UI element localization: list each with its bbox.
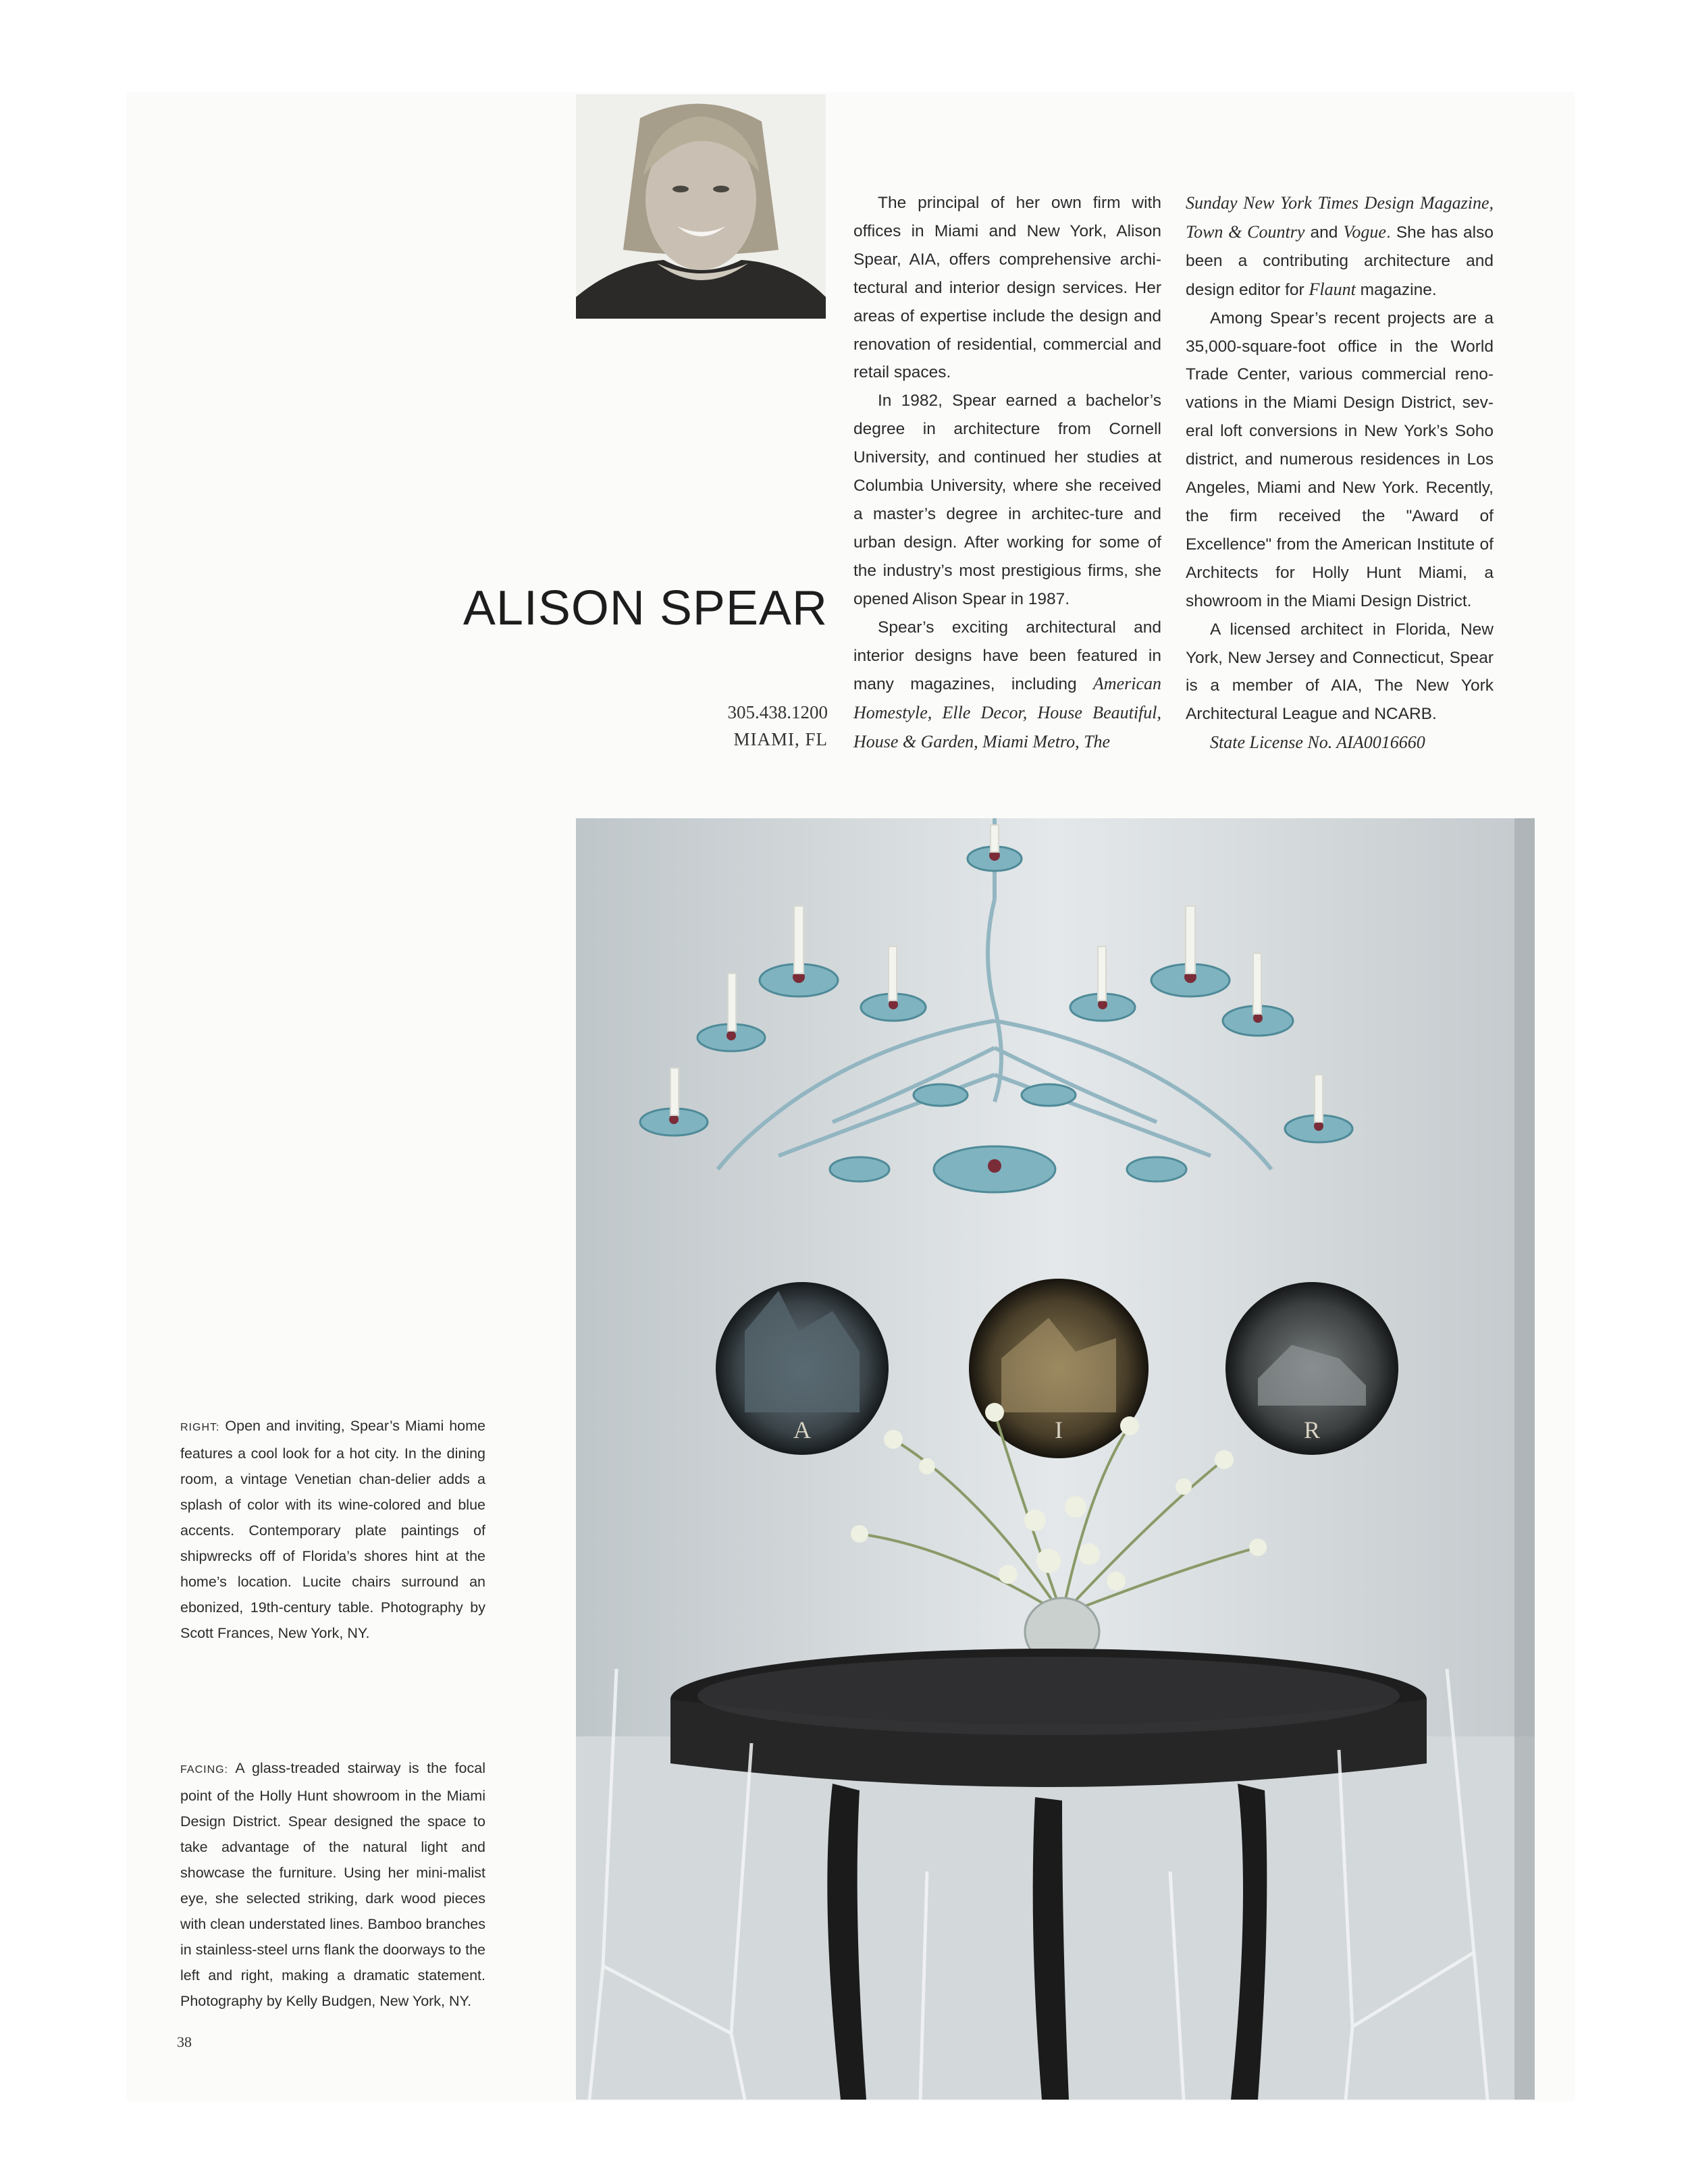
magazine-list: American Homestyle, Elle Decor, House Beautiful, House & Garden, Miami Metro, The xyxy=(853,674,1161,752)
paragraph-licenses: A licensed architect in Florida, New York, New Jersey and Connecticut, Spear is a member of AIA, The New York Architectural League and NCARB. xyxy=(1186,620,1494,724)
caption-facing-lead: FACING: xyxy=(180,1764,229,1776)
editor-text: . She has also been a contributing architecture and design editor for xyxy=(1186,223,1494,299)
paragraph-press xyxy=(853,614,1161,757)
plate-letter-a: A xyxy=(793,1416,811,1443)
magazine-list-continued: Sunday New York Times Design Magazine, Town & Country xyxy=(1186,193,1494,242)
license-text: State License No. AIA0016660 xyxy=(1210,733,1425,753)
dining-room-photo xyxy=(576,818,1535,2100)
plate-letter-r: R xyxy=(1303,1416,1321,1443)
caption-facing-text: A glass-treaded stairway is the focal point of the Holly Hunt showroom in the Miami Design District. Spear designed the space to take advantage of the natural light and showcase the furniture. Using her mini-malist eye, she selected striking, dark wood pieces with clean understated lines. Bamboo branches in stainless-steel urns flank the doorways to the left and right, making a dramatic statement. Photography by Kelly Budgen, New York, NY. xyxy=(180,1760,485,2009)
designer-name: ALISON SPEAR xyxy=(463,581,828,635)
city-state: MIAMI, FL xyxy=(733,729,828,749)
page-number: 38 xyxy=(177,2033,192,2050)
magazine-word: magazine. xyxy=(1355,280,1437,299)
license-number xyxy=(1186,728,1494,757)
caption-facing xyxy=(180,1755,485,2014)
contact-info xyxy=(608,699,828,753)
paragraph-education: In 1982, Spear earned a bachelor’s degree in architecture from Cornell University, and continued her studies at Columbia University, where she received a master’s degree in architec-ture and urban design. After working for some of the industry’s most prestigious firms, she opened Alison Spear in 1987. xyxy=(853,392,1161,608)
conjunction-text: and xyxy=(1304,223,1344,242)
body-column-2 xyxy=(1186,189,1494,757)
magazine-vogue: Vogue xyxy=(1343,221,1386,242)
press-lead: Spear’s exciting architectural and interior designs have been featured in many magazines, including xyxy=(853,618,1161,694)
paragraph-intro: The principal of her own firm with offices in Miami and New York, Alison Spear, AIA, offers comprehensive archi-tectural and interior design services. Her areas of expertise include the design and renovation of residential, commercial and retail spaces. xyxy=(853,194,1161,382)
caption-right-text: Open and inviting, Spear’s Miami home features a cool look for a hot city. In the dining room, a vintage Venetian chan-delier adds a splash of color with its wine-colored and blue accents. Contemporary plate paintings of shipwrecks off of Florida’s shores hint at the home’s location. Lucite chairs surround an ebonized, 19th-century table. Photography by Scott Frances, New York, NY. xyxy=(180,1418,485,1641)
paragraph-projects: Among Spear’s recent projects are a 35,000-square-foot office in the World Trade Center, various commercial reno-vations in the Miami Design District, sev-eral loft conversions in New York’s Soho district, and numerous residences in Los Angeles, Miami and New York. Recently, the firm received the "Award of Excellence" from the American Institute of Architects for Holly Hunt Miami, a showroom in the Miami Design District. xyxy=(1186,309,1494,610)
caption-right-lead: RIGHT: xyxy=(180,1422,220,1433)
paragraph-press-continued xyxy=(1186,189,1494,304)
plate-letter-i: I xyxy=(1055,1416,1063,1443)
caption-right xyxy=(180,1413,485,1646)
magazine-flaunt: Flaunt xyxy=(1309,279,1356,299)
body-column-1 xyxy=(853,189,1161,757)
portrait-photo xyxy=(576,95,826,319)
phone-number: 305.438.1200 xyxy=(727,702,828,722)
wall-plates xyxy=(716,1279,1398,1458)
